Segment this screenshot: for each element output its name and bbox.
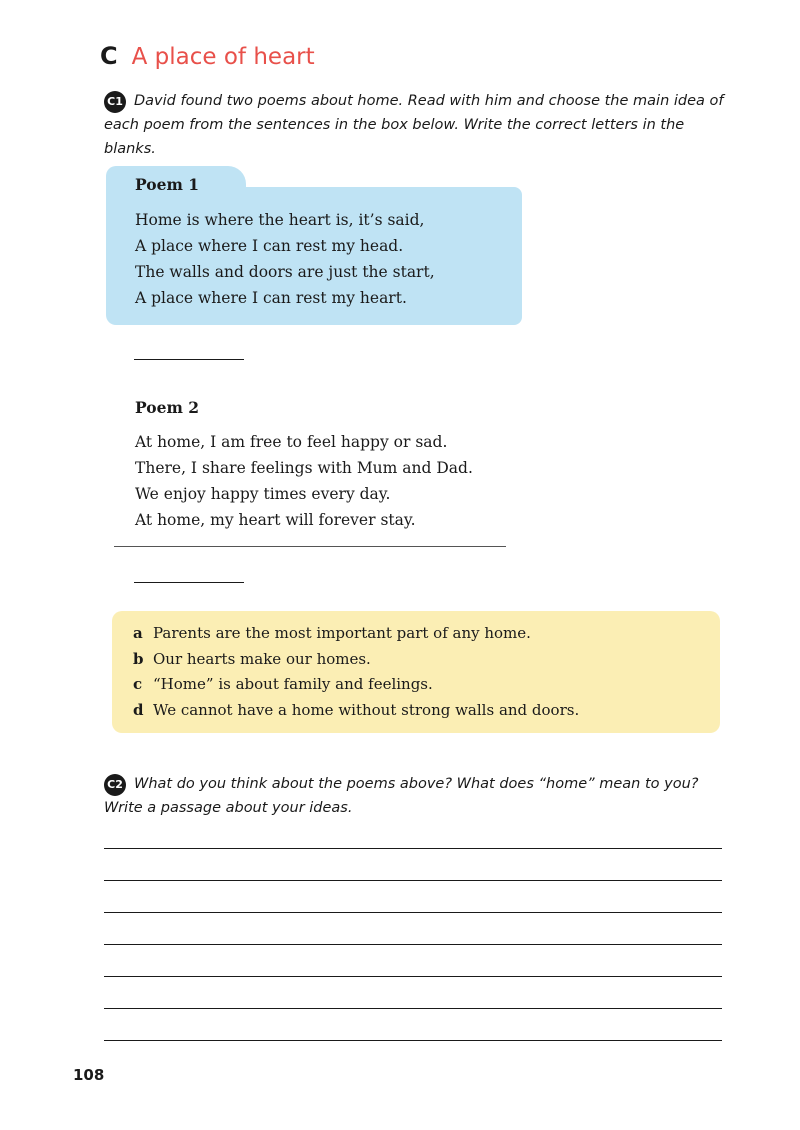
option-letter: c xyxy=(133,675,143,693)
option-item xyxy=(133,698,579,724)
poem1-title: Poem 1 xyxy=(135,175,200,194)
poem2-lines xyxy=(135,429,473,533)
poem1-line: The walls and doors are just the start, xyxy=(135,263,435,281)
task-c2-instruction xyxy=(104,772,724,820)
poem1-line: A place where I can rest my head. xyxy=(135,237,404,255)
poem1-line: A place where I can rest my heart. xyxy=(135,289,407,307)
poem1-lines xyxy=(135,207,435,311)
poem2-answer-blank[interactable] xyxy=(134,582,244,583)
option-text: We cannot have a home without strong walls and doors. xyxy=(153,700,580,719)
writing-line[interactable] xyxy=(104,944,722,945)
task-c2-badge: C2 xyxy=(104,774,126,796)
writing-line[interactable] xyxy=(104,912,722,913)
task-c2-text: What do you think about the poems above? What does “home” mean to you? Write a passage about your ideas. xyxy=(104,776,699,816)
option-text: Our hearts make our homes. xyxy=(153,649,371,668)
writing-line[interactable] xyxy=(104,976,722,977)
option-letter: d xyxy=(133,700,144,719)
section-title: A place of heart xyxy=(131,44,315,70)
poem1-answer-blank[interactable] xyxy=(134,359,244,360)
option-item xyxy=(133,647,579,673)
option-text: Parents are the most important part of any home. xyxy=(153,624,531,642)
writing-line[interactable] xyxy=(104,1008,722,1009)
section-letter: C xyxy=(100,42,118,70)
poem2-line: At home, I am free to feel happy or sad. xyxy=(135,433,448,451)
writing-line[interactable] xyxy=(104,848,722,849)
poem1-line: Home is where the heart is, it’s said, xyxy=(135,211,425,229)
page-number: 108 xyxy=(73,1066,105,1084)
option-item xyxy=(133,621,579,647)
poem2-title: Poem 2 xyxy=(135,398,200,417)
option-letter: a xyxy=(133,624,143,642)
task-c1-instruction xyxy=(104,89,724,161)
option-text: “Home” is about family and feelings. xyxy=(153,675,433,693)
task-c1-badge: C1 xyxy=(104,91,126,113)
writing-line[interactable] xyxy=(104,880,722,881)
options-list xyxy=(133,621,579,723)
poem2-line: At home, my heart will forever stay. xyxy=(135,511,416,529)
poem2-divider xyxy=(114,546,506,547)
poem2-line: There, I share feelings with Mum and Dad. xyxy=(135,459,473,477)
task-c1-text: David found two poems about home. Read with him and choose the main idea of each poem from the sentences in the box below. Write the correct letters in the blanks. xyxy=(104,93,724,157)
writing-line[interactable] xyxy=(104,1040,722,1041)
section-heading xyxy=(100,42,315,70)
option-item xyxy=(133,672,579,698)
option-letter: b xyxy=(133,649,144,668)
poem2-line: We enjoy happy times every day. xyxy=(135,485,391,503)
